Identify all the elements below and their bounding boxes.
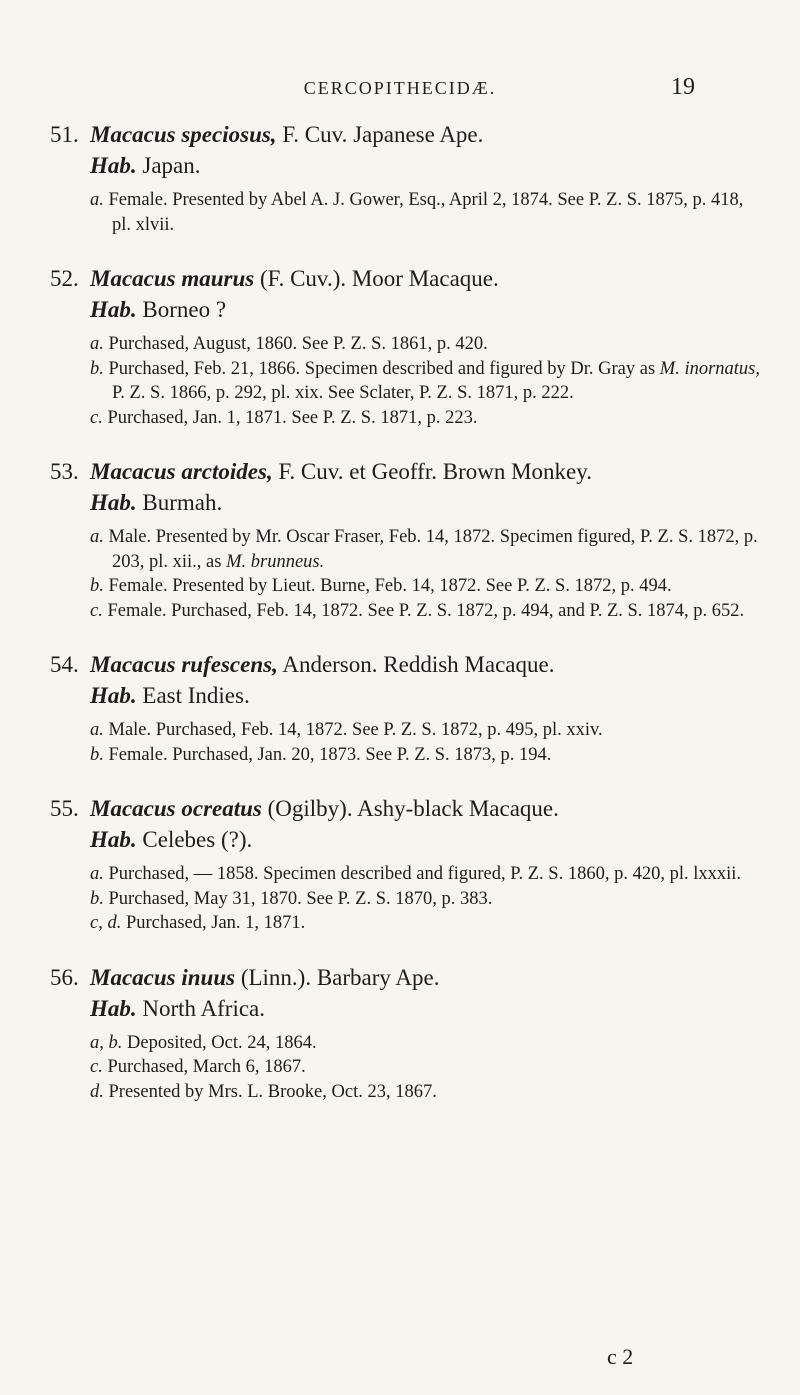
species-number: 55. <box>50 796 79 821</box>
species-common-name: Japanese Ape. <box>353 122 484 147</box>
species-number: 51. <box>50 122 79 147</box>
habitat-label: Hab. <box>90 297 137 322</box>
specimen-letter: d. <box>90 1081 104 1102</box>
species-number: 54. <box>50 652 79 677</box>
signature-mark: c 2 <box>607 1344 634 1369</box>
specimen-text: Purchased, August, 1860. See P. Z. S. 1861, p. 420. <box>108 334 488 354</box>
species-entry <box>50 794 760 936</box>
species-name: Macacus rufescens, <box>90 652 278 677</box>
habitat-value: Japan. <box>142 153 201 178</box>
species-common-name: Ashy-black Macaque. <box>357 796 559 821</box>
specimen-letter: a. <box>90 527 104 547</box>
specimen-letter: c, d. <box>90 913 122 933</box>
specimen-letter: b. <box>90 576 104 596</box>
species-heading <box>50 650 760 680</box>
specimen-entry <box>90 357 760 406</box>
habitat-value: Borneo ? <box>142 297 227 322</box>
species-list <box>50 120 760 1104</box>
species-number: 53. <box>50 459 79 484</box>
habitat-label: Hab. <box>90 683 137 708</box>
specimen-entry <box>90 743 760 768</box>
specimen-entry <box>90 862 760 887</box>
specimen-letter: b. <box>90 888 104 909</box>
species-entry <box>50 963 760 1105</box>
habitat-line <box>90 487 760 519</box>
habitat-line <box>90 993 760 1025</box>
specimen-list <box>90 188 760 237</box>
specimen-letter: c. <box>90 407 103 428</box>
specimen-list <box>90 1031 760 1105</box>
specimen-synonym: M. brunneus. <box>226 551 325 572</box>
habitat-line <box>90 294 760 326</box>
specimen-letter: a, b. <box>90 1032 123 1053</box>
specimen-letter: b. <box>90 358 104 379</box>
specimen-list <box>90 718 760 767</box>
specimen-entry <box>90 911 760 936</box>
habitat-line <box>90 824 760 856</box>
specimen-text: Female. Purchased, Feb. 14, 1872. See P. Z. S. 1872, p. 494, and P. Z. S. 1874, p. 652. <box>107 600 745 621</box>
habitat-value: North Africa. <box>142 995 266 1021</box>
habitat-value: East Indies. <box>142 683 250 708</box>
specimen-letter: b. <box>90 744 104 765</box>
specimen-text: Purchased, Jan. 1, 1871. See P. Z. S. 1871, p. 223. <box>107 407 478 428</box>
species-heading <box>50 963 760 993</box>
habitat-label: Hab. <box>90 995 137 1021</box>
specimen-entry <box>90 332 760 357</box>
habitat-line <box>90 150 760 182</box>
specimen-text: Female. Presented by Abel A. J. Gower, Esq., April 2, 1874. See P. Z. S. 1875, p. 418, pl. xlvii. <box>108 190 744 235</box>
species-entry <box>50 650 760 767</box>
catalogue-body <box>50 120 760 1131</box>
running-title: CERCOPITHECIDÆ. <box>303 78 497 98</box>
page-number: 19 <box>671 74 695 100</box>
habitat-label: Hab. <box>90 490 137 515</box>
species-authority: Anderson. <box>282 652 378 677</box>
specimen-text: Presented by Mrs. L. Brooke, Oct. 23, 1867. <box>108 1081 437 1102</box>
species-authority: (Linn.). <box>240 964 312 990</box>
species-common-name: Barbary Ape. <box>316 964 440 990</box>
specimen-letter: a. <box>90 190 104 210</box>
specimen-text: Female. Purchased, Jan. 20, 1873. See P. Z. S. 1873, p. 194. <box>108 744 552 765</box>
specimen-text: Purchased, Jan. 1, 1871. <box>125 913 306 933</box>
specimen-entry <box>90 406 760 431</box>
habitat-value: Burmah. <box>142 490 223 515</box>
specimen-list <box>90 332 760 430</box>
specimen-letter: c. <box>90 600 103 621</box>
species-name: Macacus speciosus, <box>90 122 277 147</box>
specimen-entry <box>90 1055 760 1080</box>
species-heading <box>50 264 760 294</box>
specimen-entry <box>90 1080 760 1105</box>
specimen-letter: a. <box>90 720 104 740</box>
specimen-text-after: P. Z. S. 1866, p. 292, pl. xix. See Sclater, P. Z. S. 1871, p. 222. <box>112 383 574 403</box>
specimen-text: Purchased, — 1858. Specimen described and figured, P. Z. S. 1860, p. 420, pl. lxxxii. <box>108 864 742 884</box>
species-entry <box>50 264 760 430</box>
specimen-entry <box>90 574 760 599</box>
species-name: Macacus ocreatus <box>90 796 262 821</box>
habitat-label: Hab. <box>90 827 137 852</box>
species-common-name: Reddish Macaque. <box>383 652 555 677</box>
species-name: Macacus maurus <box>90 266 255 291</box>
species-entry <box>50 457 760 623</box>
specimen-entry <box>90 887 760 912</box>
specimen-entry <box>90 525 760 574</box>
specimen-entry <box>90 599 760 624</box>
habitat-value: Celebes (?). <box>142 827 253 852</box>
species-authority: (F. Cuv.). <box>259 266 347 291</box>
species-number: 56. <box>50 964 79 990</box>
specimen-text: Deposited, Oct. 24, 1864. <box>127 1032 317 1053</box>
specimen-text: Male. Purchased, Feb. 14, 1872. See P. Z. S. 1872, p. 495, pl. xxiv. <box>108 720 603 740</box>
species-name: Macacus inuus <box>90 964 236 990</box>
species-common-name: Moor Macaque. <box>351 266 499 291</box>
specimen-text: Purchased, March 6, 1867. <box>107 1057 306 1077</box>
specimen-letter: a. <box>90 334 104 354</box>
specimen-text: Male. Presented by Mr. Oscar Fraser, Feb. 14, 1872. Specimen figured, P. Z. S. 1872, p. 203, pl. xii., as <box>108 527 758 572</box>
specimen-text: Female. Presented by Lieut. Burne, Feb. 14, 1872. See P. Z. S. 1872, p. 494. <box>108 576 672 596</box>
specimen-synonym: M. inornatus, <box>659 358 760 379</box>
running-head <box>0 74 800 108</box>
species-heading <box>50 794 760 824</box>
habitat-line <box>90 680 760 712</box>
species-number: 52. <box>50 266 79 291</box>
species-authority: F. Cuv. et Geoffr. <box>278 459 437 484</box>
species-heading <box>50 120 760 150</box>
specimen-entry <box>90 1031 760 1056</box>
species-heading <box>50 457 760 487</box>
specimen-letter: a. <box>90 864 104 884</box>
species-entry <box>50 120 760 237</box>
specimen-entry <box>90 718 760 743</box>
species-authority: (Ogilby). <box>267 796 353 821</box>
specimen-text: Purchased, May 31, 1870. See P. Z. S. 1870, p. 383. <box>108 888 493 909</box>
specimen-list <box>90 862 760 936</box>
specimen-list <box>90 525 760 623</box>
specimen-text: Purchased, Feb. 21, 1866. Specimen described and figured by Dr. Gray as <box>108 358 656 379</box>
specimen-entry <box>90 188 760 237</box>
habitat-label: Hab. <box>90 153 137 178</box>
species-common-name: Brown Monkey. <box>442 459 593 484</box>
specimen-letter: c. <box>90 1057 103 1077</box>
species-authority: F. Cuv. <box>282 122 348 147</box>
species-name: Macacus arctoides, <box>90 459 273 484</box>
